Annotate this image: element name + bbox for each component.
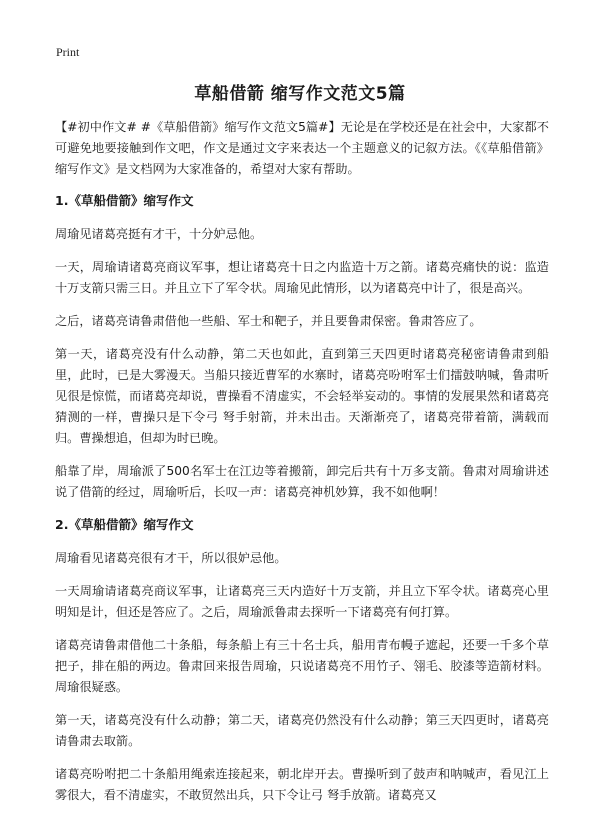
print-link[interactable]: Print bbox=[56, 45, 80, 59]
section-2-paragraph: 第一天，诸葛亮没有什么动静；第二天，诸葛亮仍然没有什么动静；第三天四更时，诸葛亮请鲁肃去取箭。 bbox=[55, 713, 549, 748]
section-2-paragraph: 诸葛亮吩咐把二十条船用绳索连接起来，朝北岸开去。曹操听到了鼓声和呐喊声，看见江上雾很大，看不清虚实，不敢贸然出兵，只下令让弓 弩手放箭。诸葛亮又 bbox=[55, 767, 549, 802]
section-2-paragraph: 周瑜看见诸葛亮很有才干，所以很妒忌他。 bbox=[55, 551, 287, 565]
section-1-paragraph: 周瑜见诸葛亮挺有才干，十分妒忌他。 bbox=[55, 227, 263, 241]
article-body bbox=[55, 117, 549, 818]
section-2-paragraph: 一天周瑜请诸葛亮商议军事，让诸葛亮三天内造好十万支箭，并且立下军令状。诸葛亮心里明知是计，但还是答应了。之后，周瑜派鲁肃去探听一下诸葛亮有何打算。 bbox=[55, 584, 549, 619]
section-heading-2: 2.《草船借箭》缩写作文 bbox=[55, 517, 194, 532]
section-1-paragraph: 之后，诸葛亮请鲁肃借他一些船、军士和靶子，并且要鲁肃保密。鲁肃答应了。 bbox=[55, 314, 482, 328]
section-heading-1: 1.《草船借箭》缩写作文 bbox=[55, 193, 194, 208]
intro-paragraph: 【#初中作文# #《草船借箭》缩写作文范文5篇#】无论是在学校还是在社会中，大家都不可避免地要接触到作文吧，作文是通过文字来表达一个主题意义的记叙方法。《《草船借箭》缩写作文》是文档网为大家准备的，希望对大家有帮助。 bbox=[55, 120, 549, 176]
section-1-paragraph: 船靠了岸，周瑜派了500名军士在江边等着搬箭，卸完后共有十万多支箭。鲁肃对周瑜讲述说了借箭的经过，周瑜听后，长叹一声：诸葛亮神机妙算，我不如他啊！ bbox=[55, 464, 549, 499]
section-1-paragraph: 第一天，诸葛亮没有什么动静，第二天也如此，直到第三天四更时诸葛亮秘密请鲁肃到船里，此时，已是大雾漫天。当船只接近曹军的水寨时，诸葛亮吩咐军士们擂鼓呐喊，鲁肃听见很是惊慌，而诸葛亮却说，曹操看不清虚实，不会轻举妄动的。事情的发展果然和诸葛亮猜测的一样，曹操只是下令弓 弩手射箭，并未出击。天渐渐亮了，诸葛亮带着箭，满载而归。曹操想追，但却为时已晚。 bbox=[55, 347, 549, 445]
section-1-paragraph: 一天，周瑜请诸葛亮商议军事，想让诸葛亮十日之内监造十万之箭。诸葛亮痛快的说：监造十万支箭只需三日。并且立下了军令状。周瑜见此情形，以为诸葛亮中计了，很是高兴。 bbox=[55, 260, 549, 295]
section-2-paragraph: 诸葛亮请鲁肃借他二十条船，每条船上有三十名士兵，船用青布幔子遮起，还要一千多个草把子，排在船的两边。鲁肃回来报告周瑜，只说诸葛亮不用竹子、翎毛、胶漆等造箭材料。周瑜很疑惑。 bbox=[55, 638, 549, 694]
page-title: 草船借箭 缩写作文范文5篇 bbox=[194, 84, 406, 104]
